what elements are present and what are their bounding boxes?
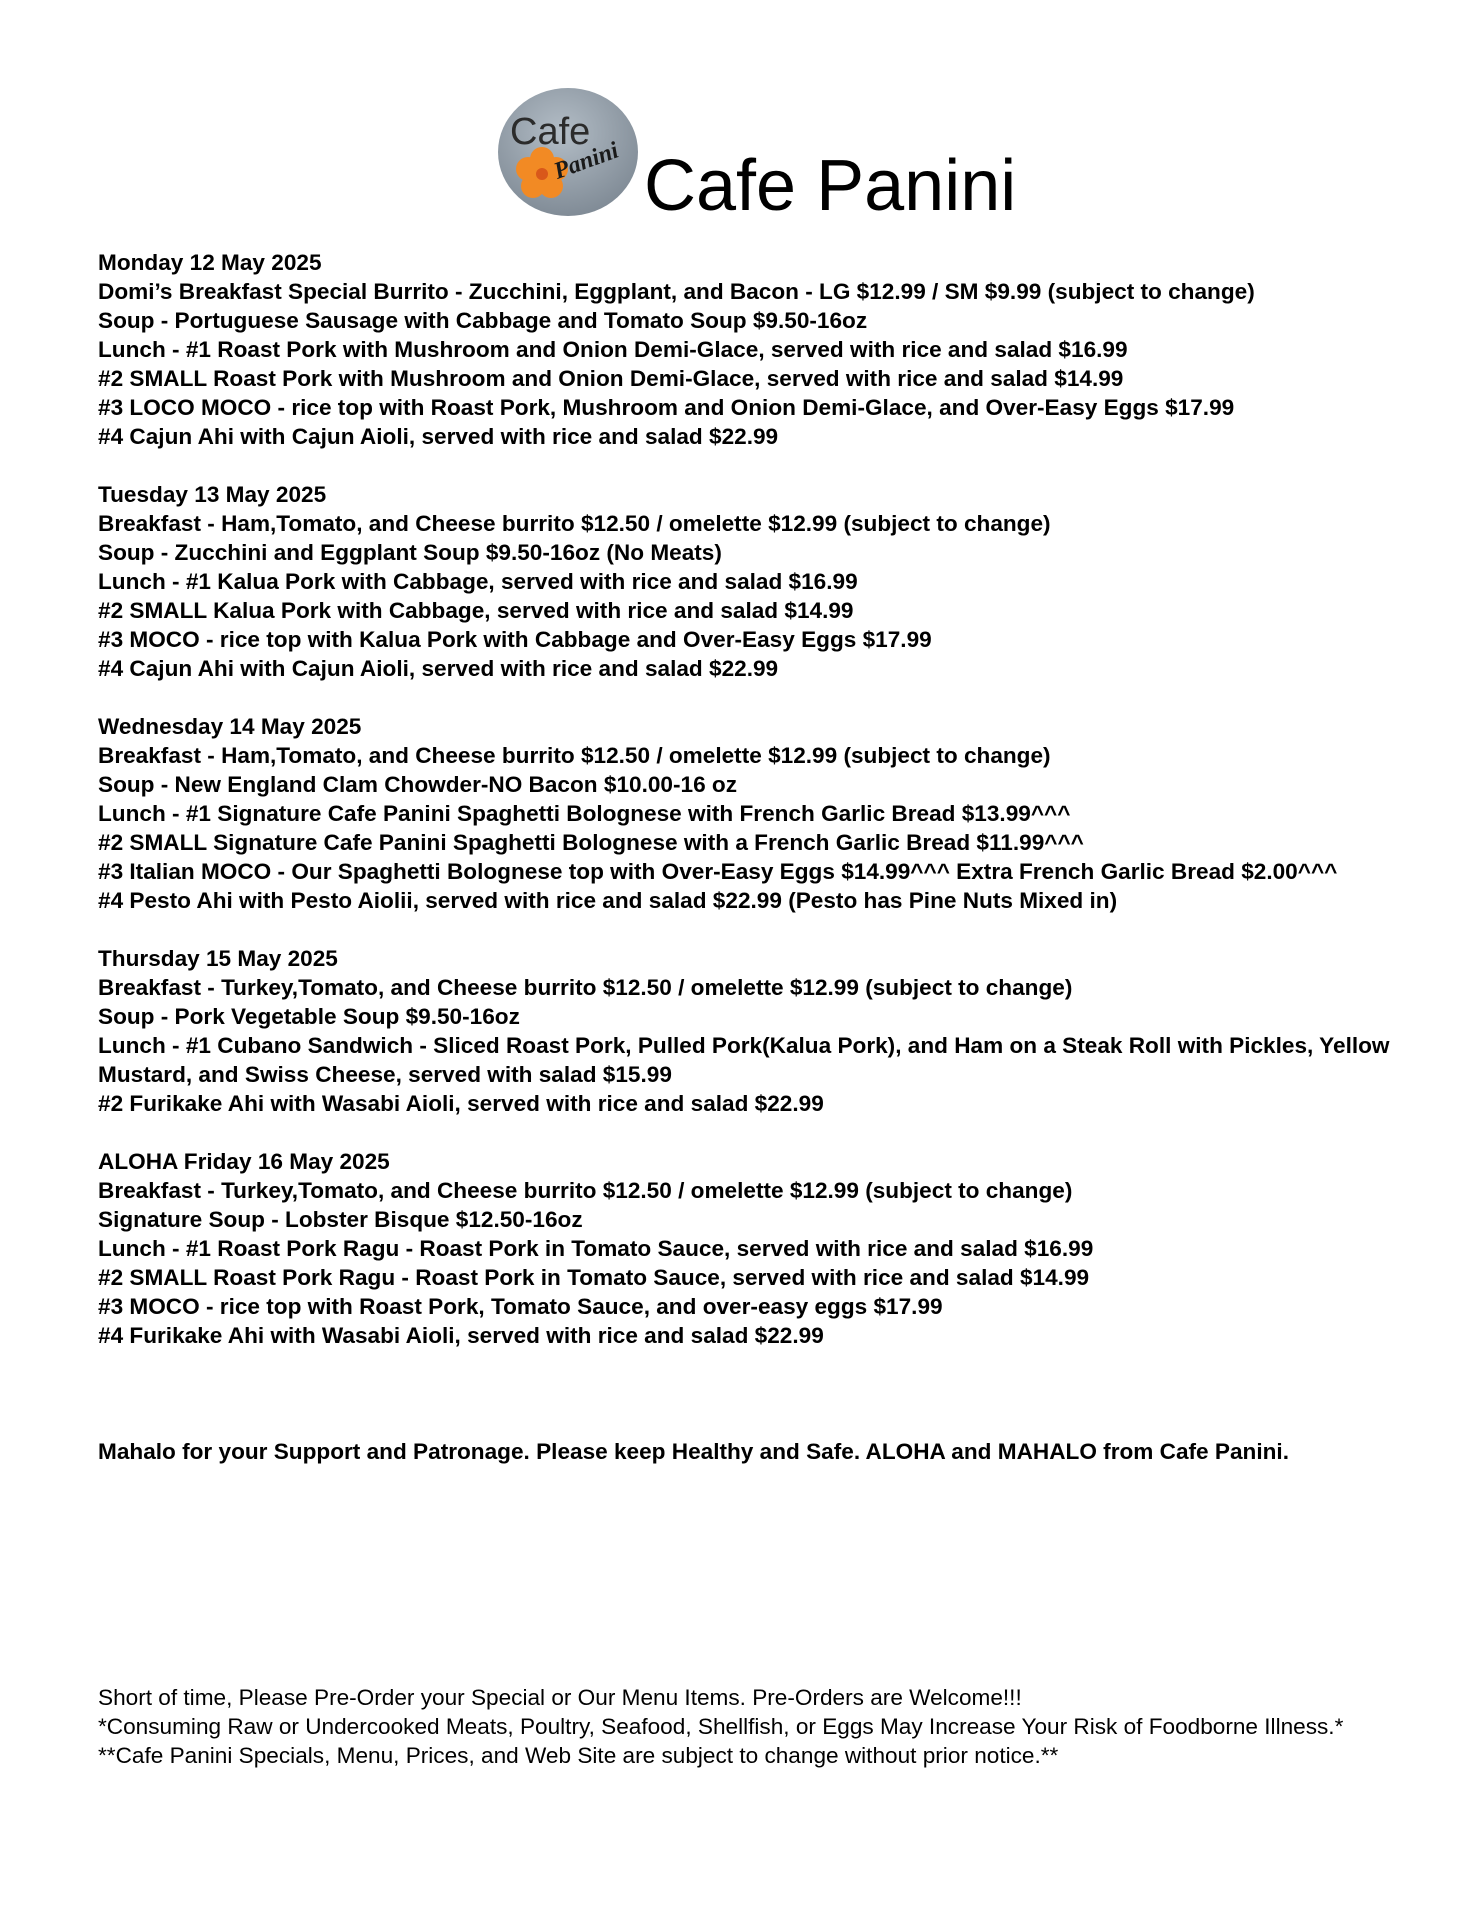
footer-line: **Cafe Panini Specials, Menu, Prices, and Web Site are subject to change without prior notice.** (98, 1743, 1059, 1768)
menu-item: Soup - New England Clam Chowder-NO Bacon $10.00-16 oz (98, 772, 738, 797)
menu-item: #2 SMALL Signature Cafe Panini Spaghetti Bolognese with a French Garlic Bread $11.99^^^ (98, 830, 1084, 855)
menu-item: Soup - Portuguese Sausage with Cabbage and Tomato Soup $9.50-16oz (98, 308, 868, 333)
menu-item: Soup - Zucchini and Eggplant Soup $9.50-16oz (No Meats) (98, 540, 722, 565)
menu-item: Lunch - #1 Kalua Pork with Cabbage, served with rice and salad $16.99 (98, 569, 858, 594)
menu-item: #2 SMALL Kalua Pork with Cabbage, served with rice and salad $14.99 (98, 598, 854, 623)
menu-item: #2 SMALL Roast Pork with Mushroom and Onion Demi-Glace, served with rice and salad $14.99 (98, 366, 1124, 391)
menu-item: #4 Cajun Ahi with Cajun Aioli, served with rice and salad $22.99 (98, 424, 779, 449)
day-section (98, 1147, 1418, 1350)
page-title: Cafe Panini (644, 146, 1017, 226)
menu-item: #4 Furikake Ahi with Wasabi Aioli, served with rice and salad $22.99 (98, 1323, 824, 1348)
logo-word-cafe: Cafe (510, 111, 591, 153)
page-header (496, 86, 1056, 230)
day-section (98, 248, 1418, 451)
menu-item: Lunch - #1 Roast Pork Ragu - Roast Pork in Tomato Sauce, served with rice and salad $16.99 (98, 1236, 1094, 1261)
day-section (98, 712, 1418, 915)
menu-item: Lunch - #1 Signature Cafe Panini Spaghetti Bolognese with French Garlic Bread $13.99^^^ (98, 801, 1071, 826)
menu-item: #4 Pesto Ahi with Pesto Aiolii, served with rice and salad $22.99 (Pesto has Pine Nuts Mixed in) (98, 888, 1118, 913)
menu-item: Breakfast - Ham,Tomato, and Cheese burrito $12.50 / omelette $12.99 (subject to change) (98, 511, 1051, 536)
menu-item: #3 Italian MOCO - Our Spaghetti Bolognese top with Over-Easy Eggs $14.99^^^ Extra French Garlic Bread $2.00^^^ (98, 859, 1338, 884)
menu-item: Lunch - #1 Roast Pork with Mushroom and Onion Demi-Glace, served with rice and salad $16.99 (98, 337, 1128, 362)
menu-item: Breakfast - Turkey,Tomato, and Cheese burrito $12.50 / omelette $12.99 (subject to change) (98, 975, 1073, 1000)
menu-item: #3 MOCO - rice top with Kalua Pork with Cabbage and Over-Easy Eggs $17.99 (98, 627, 932, 652)
menu-item: Soup - Pork Vegetable Soup $9.50-16oz (98, 1004, 520, 1029)
day-heading: Thursday 15 May 2025 (98, 946, 338, 971)
footer-line: *Consuming Raw or Undercooked Meats, Poultry, Seafood, Shellfish, or Eggs May Increase Your Risk of Foodborne Illness.* (98, 1714, 1344, 1739)
menu-item: #3 LOCO MOCO - rice top with Roast Pork, Mushroom and Onion Demi-Glace, and Over-Easy Eggs $17.99 (98, 395, 1235, 420)
menu-item: #3 MOCO - rice top with Roast Pork, Tomato Sauce, and over-easy eggs $17.99 (98, 1294, 943, 1319)
menu-item: Breakfast - Turkey,Tomato, and Cheese burrito $12.50 / omelette $12.99 (subject to change) (98, 1178, 1073, 1203)
cafe-panini-logo (496, 86, 640, 218)
day-heading: Monday 12 May 2025 (98, 250, 322, 275)
day-section (98, 944, 1418, 1118)
footer-notes (98, 1683, 1398, 1770)
logo-word-panini: Panini (550, 137, 623, 185)
menu-item: Breakfast - Ham,Tomato, and Cheese burrito $12.50 / omelette $12.99 (subject to change) (98, 743, 1051, 768)
menu-item: #4 Cajun Ahi with Cajun Aioli, served with rice and salad $22.99 (98, 656, 779, 681)
weekly-specials (98, 248, 1418, 1379)
menu-item: #2 Furikake Ahi with Wasabi Aioli, served with rice and salad $22.99 (98, 1091, 824, 1116)
footer-line: Short of time, Please Pre-Order your Special or Our Menu Items. Pre-Orders are Welcome!!! (98, 1685, 1022, 1710)
day-heading: Tuesday 13 May 2025 (98, 482, 327, 507)
day-heading: ALOHA Friday 16 May 2025 (98, 1149, 390, 1174)
day-heading: Wednesday 14 May 2025 (98, 714, 362, 739)
closing-message: Mahalo for your Support and Patronage. Please keep Healthy and Safe. ALOHA and MAHALO from Cafe Panini. (98, 1439, 1289, 1464)
menu-item: #2 SMALL Roast Pork Ragu - Roast Pork in Tomato Sauce, served with rice and salad $14.99 (98, 1265, 1090, 1290)
menu-item: Lunch - #1 Cubano Sandwich - Sliced Roast Pork, Pulled Pork(Kalua Pork), and Ham on a Steak Roll with Pickles, Yellow Mustard, and Swiss Cheese, served with salad $15.99 (98, 1033, 1390, 1087)
day-section (98, 480, 1418, 683)
menu-item: Signature Soup - Lobster Bisque $12.50-16oz (98, 1207, 583, 1232)
menu-item: Domi’s Breakfast Special Burrito - Zucchini, Eggplant, and Bacon - LG $12.99 / SM $9.99 (subject to change) (98, 279, 1255, 304)
